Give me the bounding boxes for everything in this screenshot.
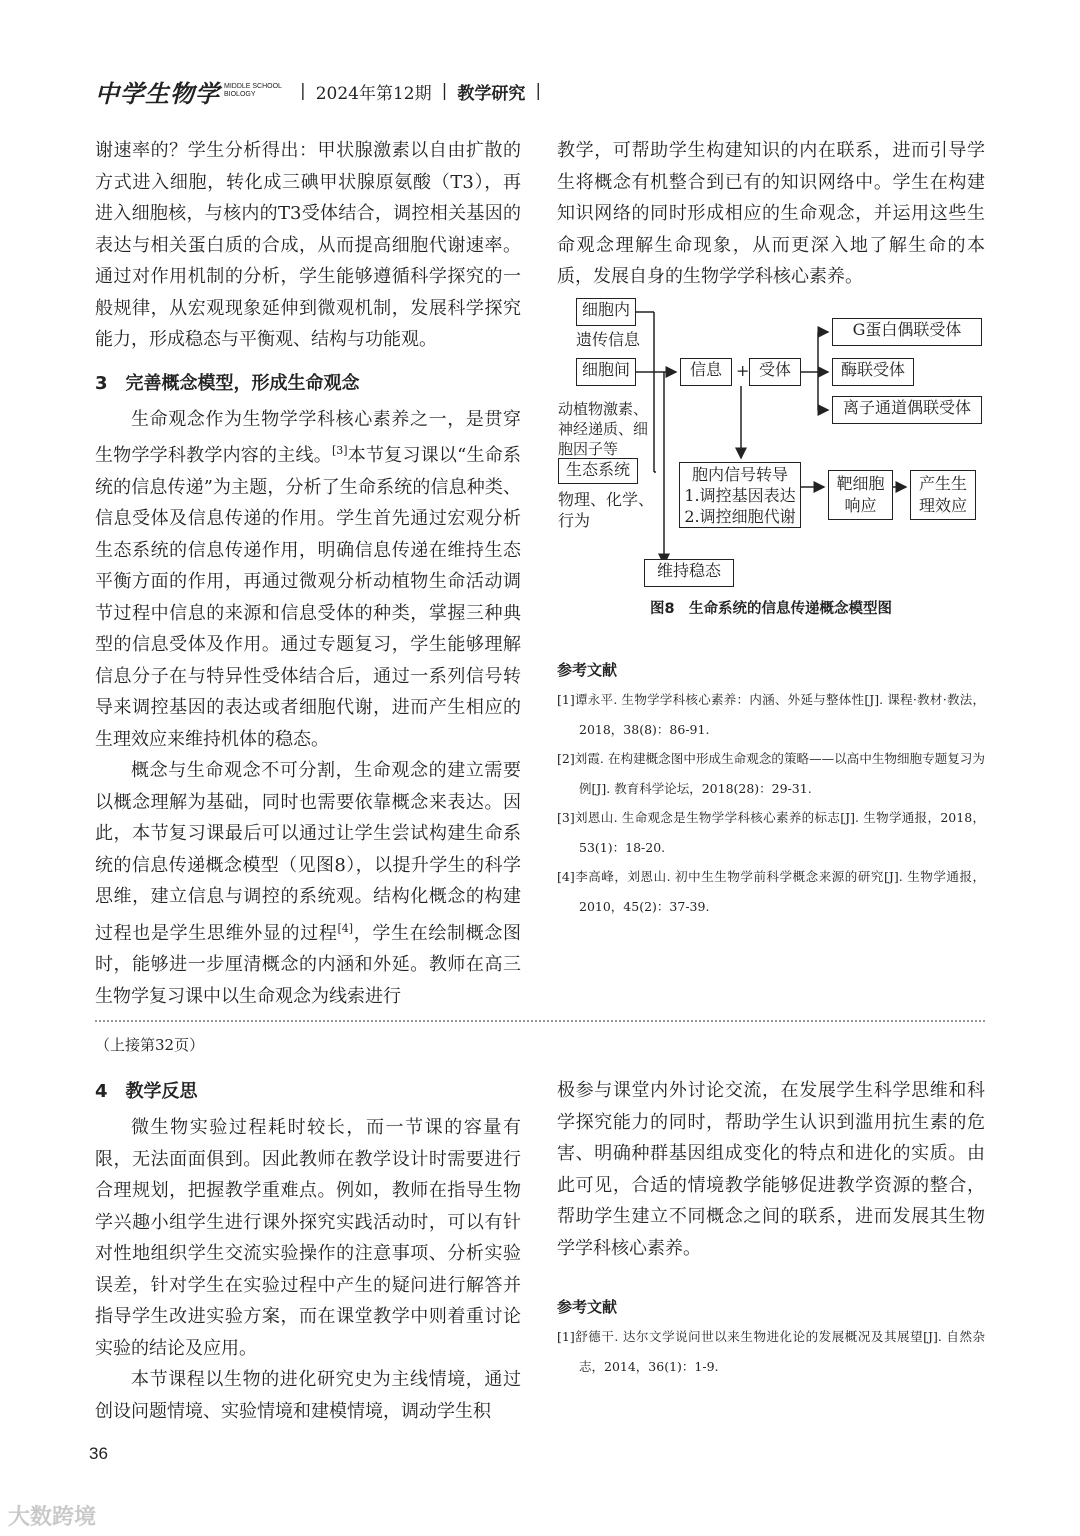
bottom-left-column	[95, 1072, 521, 1427]
reference-item: [3]刘恩山. 生命观念是生物学学科核心素养的标志[J]. 生物学通报，2018，53(1)：18-20.	[557, 810, 985, 855]
info-box: 信息	[680, 358, 732, 386]
continued-note: （上接第32页）	[95, 1036, 205, 1054]
paragraph: 谢速率的？学生分析得出：甲状腺激素以自由扩散的方式进入细胞，转化成三碘甲状腺原氨酸（T3），再进入细胞核，与核内的T3受体结合，调控相关基因的表达与相关蛋白质的合成，从而提高细胞代谢速率。通过对作用机制的分析，学生能够遵循科学探究的一般规律，从宏观现象延伸到微观机制，发展科学探究能力，形成稳态与平衡观、结构与功能观。	[95, 140, 521, 350]
cell-between-desc: 动植物激素、神经递质、细胞因子等	[558, 400, 649, 458]
physio-effect-box: 产生生理效应	[910, 470, 976, 520]
reference-item: [1]舒德干. 达尔文学说问世以来生物进化论的发展概况及其展望[J]. 自然杂志，2014，36(1)：1-9.	[557, 1329, 985, 1374]
page-number: 36	[89, 1444, 108, 1463]
journal-logo: 中学生物学	[95, 78, 220, 108]
paragraph: 概念与生命观念不可分割，生命观念的建立需要以概念理解为基础，同时也需要依靠概念来表达。因此，本节复习课最后可以通过让学生尝试构建生命系统的信息传递概念模型（见图8），以提升学生的科学思维，建立信息与调控的系统观。结构化概念的构建过程也是学生思维外显的过程[4]，学生在绘制概念图时，能够进一步厘清概念的内涵和外延。教师在高三生物学复习课中以生命观念为线索进行	[95, 760, 522, 1007]
paragraph: 本节课程以生物的进化研究史为主线情境，通过创设问题情境、实验情境和建模情境，调动学生积	[95, 1369, 521, 1422]
reference-item: [4]李高峰，刘恩山. 初中生生物学前科学概念来源的研究[J]. 生物学通报，2010，45(2)：37-39.	[557, 869, 985, 914]
section-heading-3: 3 完善概念模型，形成生命观念	[95, 372, 360, 394]
right-column	[557, 135, 985, 293]
paragraph: 微生物实验过程耗时较长，而一节课的容量有限，无法面面俱到。因此教师在教学设计时需要进行合理规划，把握教学重难点。例如，教师在指导生物学兴趣小组学生进行课外探究实践活动时，可以有针对性地组织学生交流实验操作的注意事项、分析实验误差，针对学生在实验过程中产生的疑问进行解答并指导学生改进实验方案，而在课堂教学中则着重讨论实验的结论及应用。	[95, 1117, 521, 1359]
paragraph: 教学，可帮助学生构建知识的内在联系，进而引导学生将概念有机整合到已有的知识网络中。学生在构建知识网络的同时形成相应的生命观念，并运用这些生命观念理解生命现象，从而更深入地了解生命的本质，发展自身的生物学学科核心素养。	[557, 140, 985, 287]
section-label: 教学研究	[457, 83, 526, 104]
genetic-info-label: 遗传信息	[576, 330, 641, 349]
cell-between-box: 细胞间	[576, 358, 636, 386]
bottom-right-column	[557, 1075, 985, 1381]
paragraph: 生命观念作为生物学学科核心素养之一，是贯穿生物学学科教学内容的主线。[3]本节复习课以“生命系统的信息传递”为主题，分析了生命系统的信息种类、信息受体及信息传递的作用。学生首先通过宏观分析生态系统的信息传递作用，明确信息传递在维持生态平衡方面的作用，再通过微观分析动植物生命活动调节过程中信息的来源和信息受体的种类，掌握三种典型的信息受体及作用。通过专题复习，学生能够理解信息分子在与特异性受体结合后，通过一系列信号转导来调控基因的表达或者细胞代谢，进而产生相应的生理效应来维持机体的稳态。	[95, 408, 522, 750]
references-title: 参考文献	[557, 1298, 618, 1316]
reference-item: [1]谭永平. 生物学学科核心素养：内涵、外延与整体性[J]. 课程·教材·教法，2018，38(8)：86-91.	[557, 692, 985, 737]
target-cell-box: 靶细胞响应	[828, 470, 893, 520]
cell-inner-box: 细胞内	[576, 298, 636, 326]
references-title: 参考文献	[557, 661, 618, 679]
concept-diagram	[556, 292, 986, 592]
left-column	[95, 135, 521, 1012]
journal-logo-en: MIDDLE SCHOOL BIOLOGY	[224, 83, 282, 98]
divider	[95, 1020, 985, 1022]
references-list	[557, 685, 985, 921]
references-section	[557, 655, 985, 921]
watermark: 大数跨境	[8, 1505, 97, 1530]
g-protein-receptor-box: G蛋白偶联受体	[832, 318, 982, 346]
ion-channel-receptor-box: 离子通道偶联受体	[832, 396, 982, 424]
section-heading-4: 4 教学反思	[95, 1081, 198, 1102]
reference-item: [2]刘霞. 在构建概念图中形成生命观念的策略——以高中生物细胞专题复习为例[J]. 教育科学论坛，2018(28)：29-31.	[557, 751, 985, 796]
references-list	[557, 1322, 985, 1381]
issue-label: 2024年第12期	[315, 83, 432, 104]
receptor-box: 受体	[749, 358, 801, 386]
page-header: 中学生物学 MIDDLE SCHOOL BIOLOGY | 2024年第12期 | 教学研究 |	[95, 74, 551, 108]
homeostasis-box: 维持稳态	[644, 559, 734, 587]
plus-sign: +	[736, 361, 750, 380]
figure-caption: 图8 生命系统的信息传递概念模型图	[649, 601, 893, 617]
ecosystem-box: 生态系统	[558, 458, 638, 484]
enzyme-receptor-box: 酶联受体	[832, 358, 914, 386]
transduction-box: 胞内信号转导 1.调控基因表达 2.调控细胞代谢	[679, 462, 801, 528]
ecosystem-desc: 物理、化学、行为	[558, 490, 655, 530]
paragraph: 极参与课堂内外讨论交流，在发展学生科学思维和科学探究能力的同时，帮助学生认识到滥用抗生素的危害、明确种群基因组成变化的特点和进化的实质。由此可见，合适的情境教学能够促进教学资源的整合，帮助学生建立不同概念之间的联系，进而发展其生物学学科核心素养。	[557, 1080, 985, 1259]
